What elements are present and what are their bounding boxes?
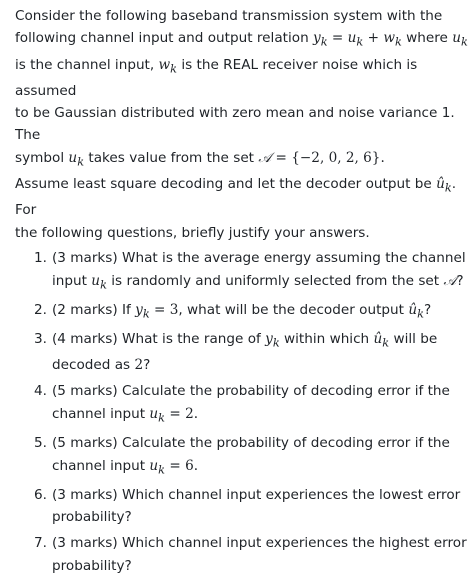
eq-y: $y_k$ — [313, 30, 328, 50]
intro-line-1: Consider the following baseband transmission system with the — [15, 8, 443, 24]
intro-line-6: Assume least square decoding and let the decoder output be — [15, 176, 437, 192]
intro-line-7: the following questions, briefly justify your answers. — [15, 224, 370, 241]
intro-line-5: symbol — [15, 149, 69, 166]
sym-u: $u_k$ — [68, 149, 85, 169]
set-values: = {−2, 0, 2, 6}. — [271, 149, 385, 166]
list-item: 6. (3 marks) Which channel input experiences the lowest error probability? — [15, 484, 468, 529]
list-item: 5. (5 marks) Calculate the probability of decoding error if the channel input $u_k = 6$. — [15, 432, 468, 481]
sym-uhat: $û_k$ — [436, 176, 452, 195]
sym-w: $w_k$ — [158, 56, 178, 76]
item-number: 2. — [34, 301, 47, 318]
item-number: 7. — [34, 535, 47, 552]
eq-w: $w_k$ — [383, 30, 402, 50]
intro-line-2: following channel input and output relation — [15, 30, 314, 47]
list-item: 3. (4 marks) What is the range of $y_k$ within which $û_k$ will be decoded as 2? — [15, 328, 468, 377]
set-symbol: 𝒜 — [258, 149, 272, 166]
sym-u: $u_k$ — [452, 30, 468, 50]
list-item: 7. (3 marks) Which channel input experiences the highest error probability? — [15, 532, 468, 577]
item-number: 6. — [34, 486, 47, 503]
item-number: 5. — [34, 434, 47, 451]
item-number: 4. — [34, 383, 47, 400]
item-number: 3. — [34, 331, 47, 348]
problem-statement: Consider the following baseband transmission system with the following channel input and output relation $y_k = u_k + w_k$ where $u_k$ is the channel input, $w_k$ is the REAL receiver noise which is assumed to be Gaussian distributed with zero mean and noise variance 1. The symbol $u_k$ takes value from the set 𝒜 = {−2, 0, 2, 6}. Assume least square decoding and let the decoder output be $û_k$. For the following questions, briefly justify your answers. — [15, 8, 468, 241]
list-item: 2. (2 marks) If $y_k = 3$, what will be the decoder output $û_k$? — [15, 299, 468, 325]
eq-u: $u_k$ — [347, 30, 364, 50]
intro-line-4: to be Gaussian distributed with zero mean and noise variance 1. The — [15, 105, 455, 144]
item-number: 1. — [34, 249, 47, 266]
list-item: 1. (3 marks) What is the average energy assuming the channel input $u_k$ is randomly and uniformly selected from the set 𝒜? — [15, 247, 468, 296]
intro-line-3: is the channel input, — [15, 56, 159, 73]
list-item: 4. (5 marks) Calculate the probability of decoding error if the channel input $u_k = 2$. — [15, 380, 468, 429]
question-list — [15, 247, 468, 577]
